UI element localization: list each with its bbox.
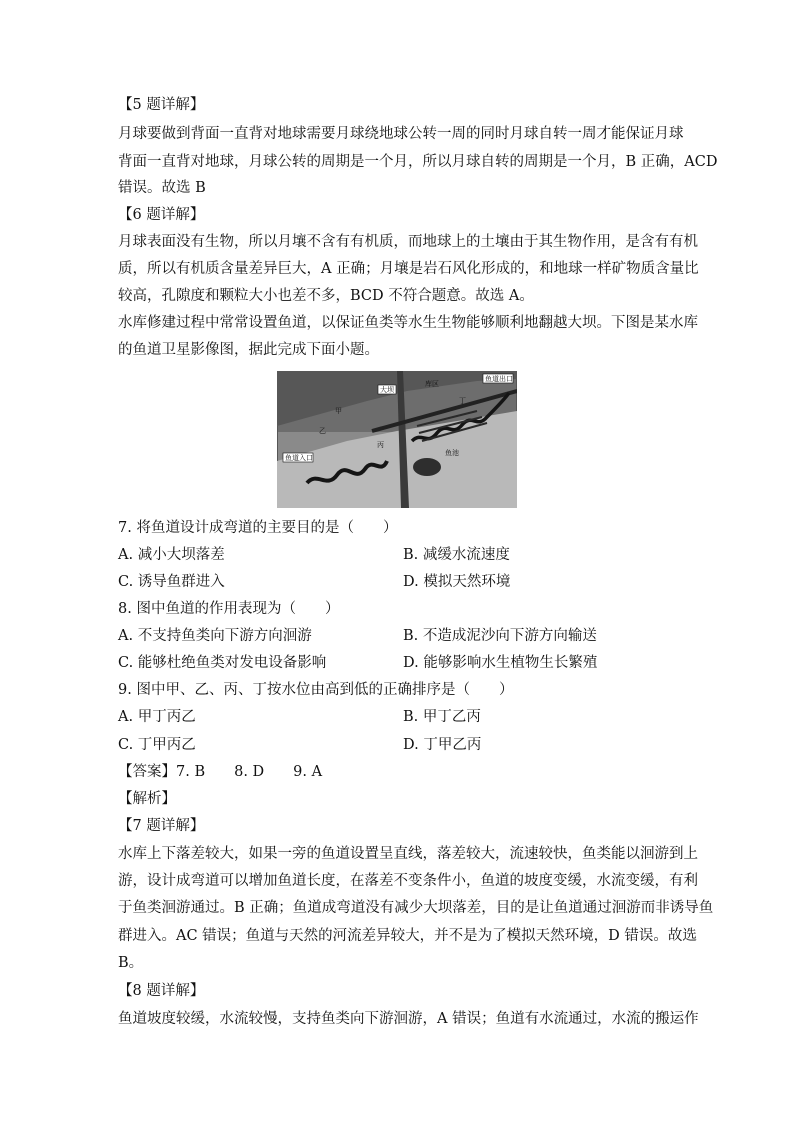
question-8-option-a: A. 不支持鱼类向下游方向洄游	[118, 628, 312, 644]
section5-line-1: 月球要做到背面一直背对地球需要月球绕地球公转一周的同时月球自转一周才能保证月球	[118, 126, 684, 142]
label-yi: 乙	[319, 427, 326, 435]
answer-line: 【答案】7. B 8. D 9. A	[118, 764, 323, 780]
question-9-option-c: C. 丁甲丙乙	[118, 737, 196, 753]
section8-heading: 【8 题详解】	[118, 983, 205, 999]
question-8-option-c: C. 能够杜绝鱼类对发电设备影响	[118, 655, 327, 671]
question-9-option-d: D. 丁甲乙丙	[403, 737, 482, 753]
question-7-option-a: A. 减小大坝落差	[118, 547, 225, 563]
label-ding: 丁	[459, 397, 466, 405]
label-entrance: 鱼道入口	[285, 454, 313, 462]
section5-line-2: 背面一直背对地球，月球公转的周期是一个月，所以月球自转的周期是一个月，B 正确，ACD	[118, 154, 718, 170]
question-7-option-d: D. 模拟天然环境	[403, 574, 511, 590]
section8-line-1: 鱼道坡度较缓，水流较慢，支持鱼类向下游洄游，A 错误；鱼道有水流通过，水流的搬运作	[118, 1011, 699, 1027]
section7-heading: 【7 题详解】	[118, 818, 205, 834]
section6-heading: 【6 题详解】	[118, 207, 205, 223]
section6-line-1: 月球表面没有生物，所以月壤不含有有机质，而地球上的土壤由于其生物作用，是含有有机	[118, 234, 698, 250]
question-7-stem: 7. 将鱼道设计成弯道的主要目的是（ ）	[118, 520, 398, 536]
section7-line-4: 群进入。AC 错误；鱼道与天然的河流差异较大，并不是为了模拟天然环境，D 错误。故选	[118, 928, 697, 944]
question-8-stem: 8. 图中鱼道的作用表现为（ ）	[118, 601, 340, 617]
section7-line-5: B。	[118, 955, 144, 971]
section7-line-1: 水库上下落差较大，如果一旁的鱼道设置呈直线，落差较大，流速较快，鱼类能以洄游到上	[118, 846, 698, 862]
question-9-option-a: A. 甲丁丙乙	[118, 709, 196, 725]
label-bing: 丙	[377, 441, 384, 449]
section7-line-3: 于鱼类洄游通过。B 正确；鱼道成弯道没有减少大坝落差，目的是让鱼道通过洄游而非诱导鱼	[118, 900, 714, 916]
label-dam: 大坝	[380, 386, 394, 394]
question-7-option-b: B. 减缓水流速度	[403, 547, 510, 563]
label-exit: 鱼道出口	[485, 375, 513, 383]
question-9-option-b: B. 甲丁乙丙	[403, 709, 481, 725]
label-jia: 甲	[335, 407, 342, 415]
intro-line-2: 的鱼道卫星影像图，据此完成下面小题。	[118, 342, 379, 358]
section5-line-3: 错误。故选 B	[118, 180, 206, 196]
question-8-option-b: B. 不造成泥沙向下游方向输送	[403, 628, 597, 644]
question-9-stem: 9. 图中甲、乙、丙、丁按水位由高到低的正确排序是（ ）	[118, 682, 514, 698]
section7-line-2: 游，设计成弯道可以增加鱼道长度，在落差不变条件小，鱼道的坡度变缓，水流变缓，有利	[118, 873, 698, 889]
satellite-image-drawing	[277, 371, 517, 508]
section5-heading: 【5 题详解】	[118, 97, 205, 113]
section6-line-3: 较高，孔隙度和颗粒大小也差不多，BCD 不符合题意。故选 A。	[118, 288, 534, 304]
label-reservoir: 库区	[425, 380, 439, 388]
intro-line-1: 水库修建过程中常常设置鱼道，以保证鱼类等水生生物能够顺利地翻越大坝。下图是某水库	[118, 315, 698, 331]
fishway-satellite-image	[277, 371, 517, 508]
question-8-option-d: D. 能够影响水生植物生长繁殖	[403, 655, 598, 671]
section6-line-2: 质，所以有机质含量差异巨大，A 正确；月壤是岩石风化形成的，和地球一样矿物质含量比	[118, 261, 699, 277]
question-7-option-c: C. 诱导鱼群进入	[118, 574, 225, 590]
analysis-heading: 【解析】	[118, 791, 176, 807]
label-fish-pond: 鱼池	[445, 449, 459, 457]
